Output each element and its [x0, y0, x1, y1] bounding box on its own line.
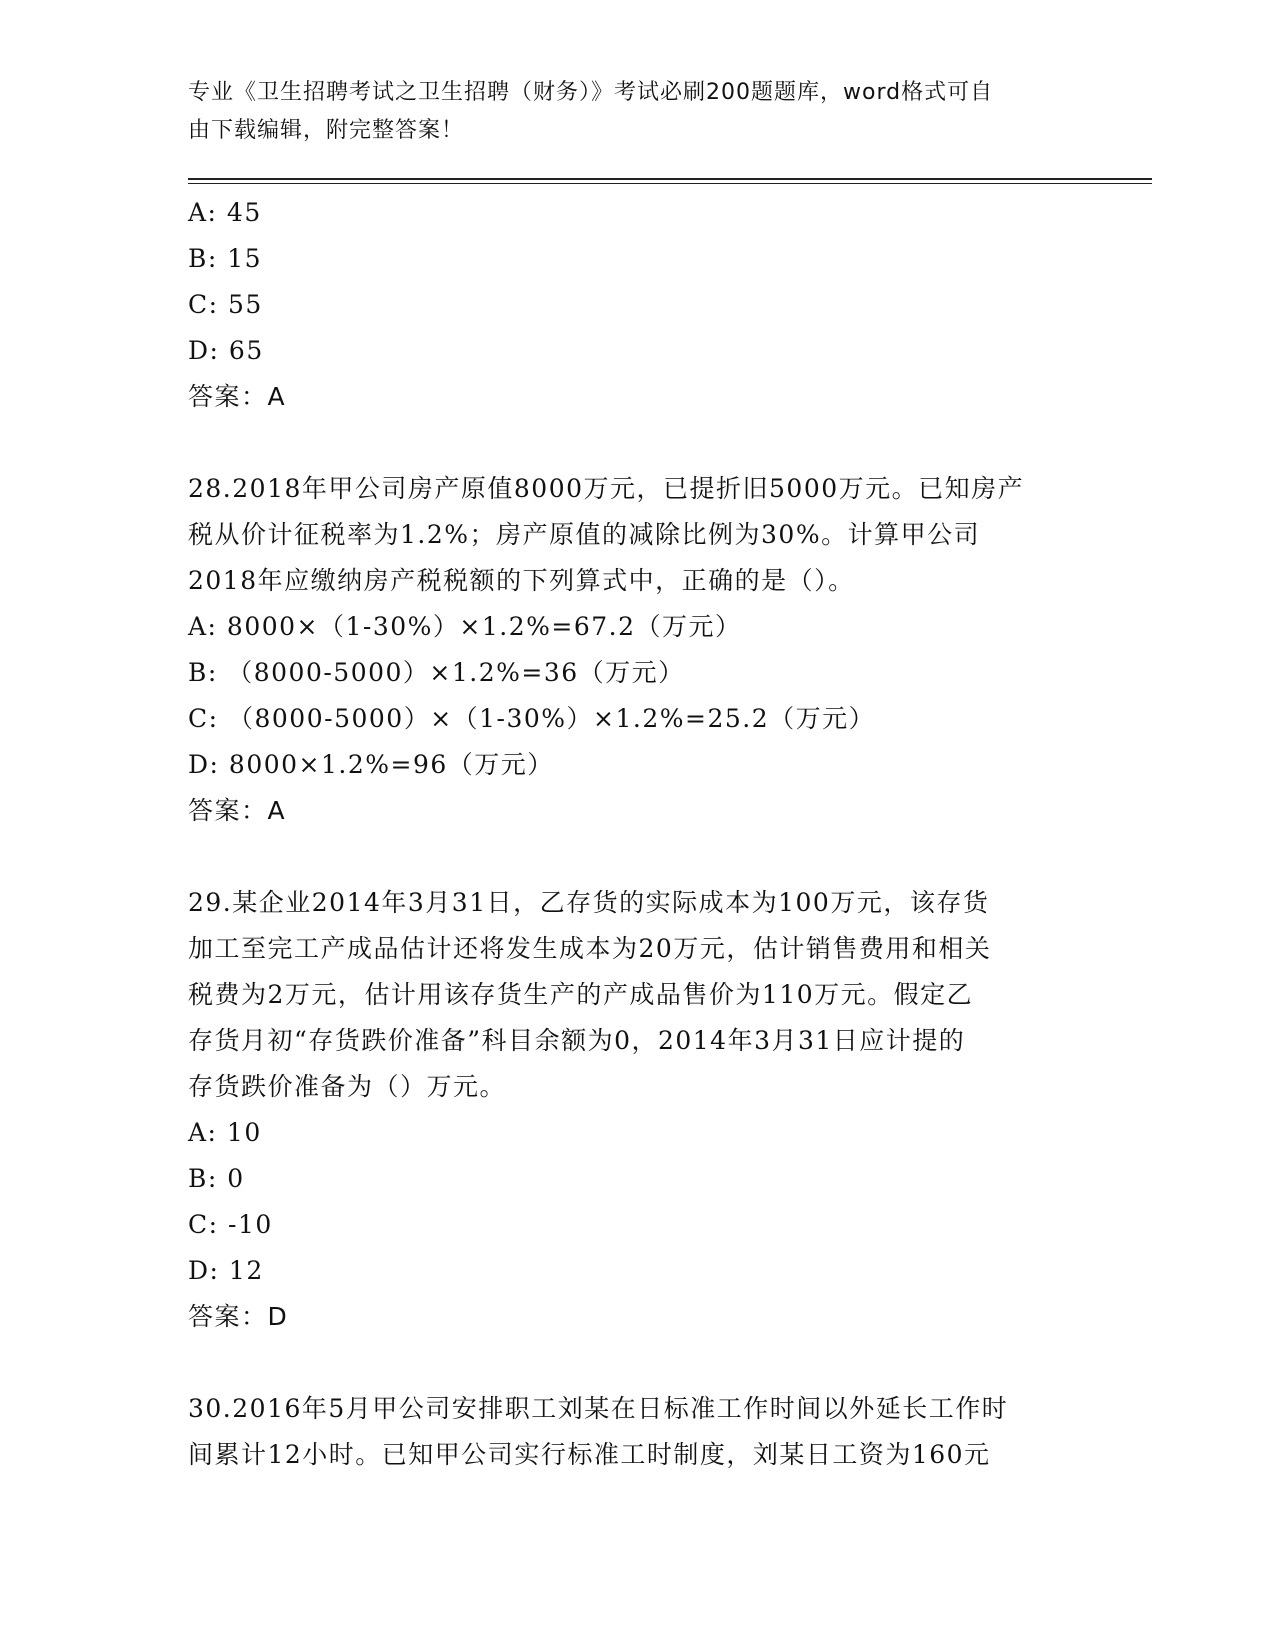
question-stem-line: 存货跌价准备为（）万元。: [188, 1072, 507, 1101]
question-27-continued: [188, 190, 1088, 420]
header-line-1: 专业《卫生招聘考试之卫生招聘（财务）》考试必刷200题题库，word格式可自: [188, 80, 994, 105]
question-stem-line: 30.2016年5月甲公司安排职工刘某在日标准工作时间以外延长工作时: [188, 1394, 1009, 1423]
question-stem-line: 税从价计征税率为1.2%；房产原值的减除比例为30%。计算甲公司: [188, 520, 981, 549]
question-stem-line: 间累计12小时。已知甲公司实行标准工时制度，刘某日工资为160元: [188, 1440, 991, 1469]
header-line-2: 由下载编辑，附完整答案！: [188, 118, 465, 143]
question-30: [188, 1386, 1088, 1478]
question-stem-line: 税费为2万元，估计用该存货生产的产成品售价为110万元。假定乙: [188, 980, 974, 1009]
option-c: C: -10: [188, 1210, 273, 1239]
question-stem-line: 加工至完工产成品估计还将发生成本为20万元，估计销售费用和相关: [188, 934, 992, 963]
option-b: B: 15: [188, 244, 263, 273]
question-29: [188, 880, 1088, 1340]
option-c: C: （8000-5000）×（1-30%）×1.2%=25.2（万元）: [188, 704, 876, 733]
document-header: [188, 74, 1088, 150]
option-a: A: 8000×（1-30%）×1.2%=67.2（万元）: [188, 612, 742, 641]
answer: 答案：D: [188, 1302, 289, 1331]
question-28: [188, 466, 1088, 834]
answer: 答案：A: [188, 796, 287, 825]
option-d: D: 12: [188, 1256, 264, 1285]
option-c: C: 55: [188, 290, 263, 319]
option-d: D: 65: [188, 336, 264, 365]
question-stem-line: 28.2018年甲公司房产原值8000万元，已提折旧5000万元。已知房产: [188, 474, 1025, 503]
option-a: A: 10: [188, 1118, 262, 1147]
option-b: B: （8000-5000）×1.2%=36（万元）: [188, 658, 685, 687]
question-stem-line: 存货月初“存货跌价准备”科目余额为0，2014年3月31日应计提的: [188, 1026, 966, 1055]
header-divider-bottom: [188, 183, 1152, 184]
header-divider-top: [188, 178, 1152, 180]
document-body: [188, 190, 1088, 1478]
option-a: A: 45: [188, 198, 262, 227]
option-d: D: 8000×1.2%=96（万元）: [188, 750, 554, 779]
question-stem-line: 2018年应缴纳房产税税额的下列算式中，正确的是（）。: [188, 566, 855, 595]
answer: 答案：A: [188, 382, 287, 411]
question-stem-line: 29.某企业2014年3月31日，乙存货的实际成本为100万元，该存货: [188, 888, 990, 917]
option-b: B: 0: [188, 1164, 245, 1193]
